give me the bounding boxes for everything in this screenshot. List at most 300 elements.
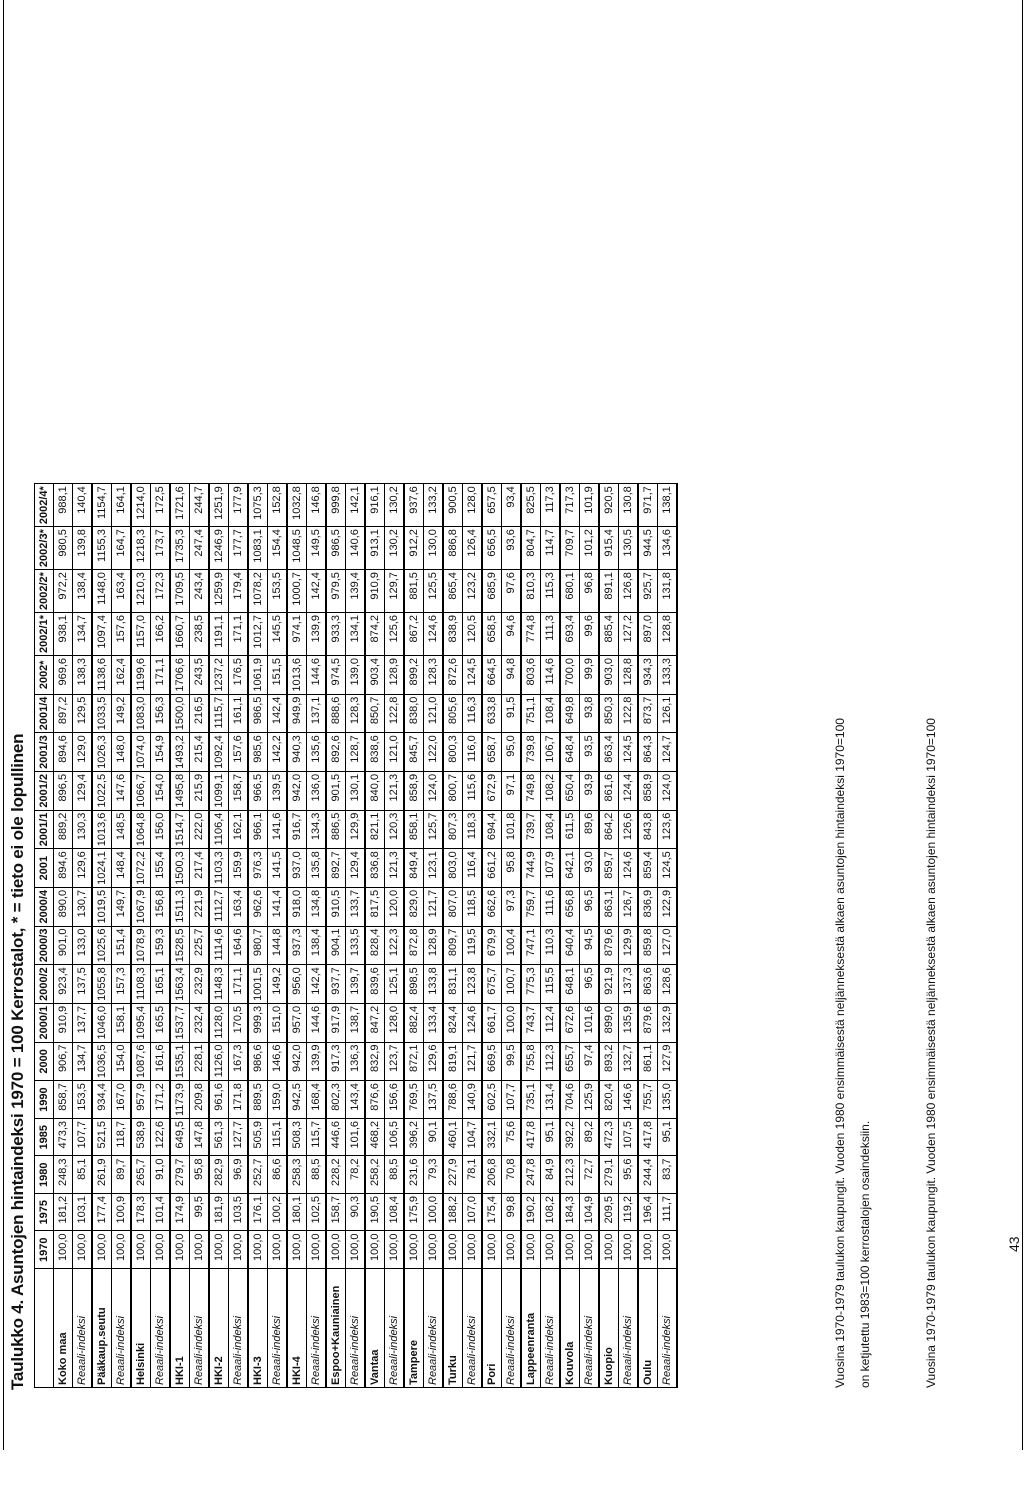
index-value: 1083,0	[131, 694, 151, 733]
index-value: 910,9	[365, 570, 385, 613]
index-value: 803,0	[443, 849, 463, 888]
index-value: 817,5	[365, 887, 385, 926]
index-value: 209,5	[599, 1194, 619, 1232]
index-value: 1106,4	[209, 810, 229, 849]
index-value: 858,7	[54, 1081, 73, 1119]
index-value: 1721,6	[170, 484, 190, 527]
index-value: 106,7	[541, 733, 561, 772]
index-value: 135,0	[658, 1081, 678, 1119]
index-value: 656,8	[560, 887, 580, 926]
table-row	[580, 484, 600, 1388]
index-value: 126,6	[619, 810, 639, 849]
index-value: 124,5	[463, 655, 483, 694]
index-value: 858,9	[638, 771, 658, 810]
index-value: 127,0	[658, 926, 678, 965]
index-value: 104,7	[463, 1119, 483, 1157]
index-value: 1126,0	[209, 1042, 229, 1081]
index-value: 78,2	[346, 1156, 366, 1194]
index-value: 1191,1	[209, 613, 229, 656]
price-index-table	[34, 483, 678, 1388]
index-value: 115,6	[463, 771, 483, 810]
column-header: 2001/1	[35, 810, 54, 849]
index-value: 129,6	[73, 849, 93, 888]
index-value: 99,6	[580, 613, 600, 656]
index-value: 121,7	[463, 1042, 483, 1081]
index-value: 129,0	[73, 733, 93, 772]
index-value: 90,1	[424, 1119, 444, 1157]
index-value: 130,8	[619, 484, 639, 527]
index-value: 100,0	[268, 1231, 288, 1269]
index-value: 177,7	[229, 527, 249, 570]
index-value: 1033,5	[92, 694, 112, 733]
index-value: 181,2	[54, 1194, 73, 1232]
row-label: Reaali-indeksi	[619, 1269, 639, 1388]
index-value: 974,5	[326, 655, 346, 694]
index-value: 107,5	[619, 1119, 639, 1157]
index-value: 153,5	[73, 1081, 93, 1119]
index-value: 769,5	[404, 1081, 424, 1119]
index-value: 1148,0	[92, 570, 112, 613]
index-value: 136,0	[307, 771, 327, 810]
index-value: 93,8	[580, 694, 600, 733]
column-header: 2001	[35, 849, 54, 888]
index-value: 115,1	[268, 1119, 288, 1157]
index-value: 863,4	[599, 733, 619, 772]
index-value: 130,1	[346, 771, 366, 810]
index-value: 521,5	[92, 1119, 112, 1157]
index-value: 916,7	[287, 810, 307, 849]
index-value: 774,8	[521, 613, 541, 656]
row-label: Reaali-indeksi	[151, 1269, 171, 1388]
index-value: 120,3	[385, 810, 405, 849]
index-value: 171,1	[229, 965, 249, 1004]
index-value: 122,6	[151, 1119, 171, 1157]
index-value: 735,1	[521, 1081, 541, 1119]
index-value: 611,5	[560, 810, 580, 849]
index-value: 138,4	[307, 926, 327, 965]
index-value: 100,0	[151, 1231, 171, 1269]
table-row	[560, 484, 580, 1388]
index-value: 99,8	[502, 1194, 522, 1232]
index-value: 138,3	[73, 655, 93, 694]
index-value: 93,5	[580, 733, 600, 772]
index-value: 717,3	[560, 484, 580, 527]
index-value: 976,3	[248, 849, 268, 888]
index-value: 244,7	[190, 484, 210, 527]
row-label: Pori	[482, 1269, 502, 1388]
index-value: 95,8	[190, 1156, 210, 1194]
index-value: 139,7	[346, 965, 366, 1004]
index-value: 95,1	[658, 1119, 678, 1157]
index-value: 134,7	[73, 1042, 93, 1081]
index-value: 1025,6	[92, 926, 112, 965]
index-value: 167,3	[229, 1042, 249, 1081]
index-value: 942,5	[287, 1081, 307, 1119]
index-value: 755,8	[521, 1042, 541, 1081]
column-header: 2000/4	[35, 887, 54, 926]
index-value: 836,8	[365, 849, 385, 888]
index-value: 161,1	[229, 694, 249, 733]
index-value: 130,3	[73, 810, 93, 849]
index-value: 151,4	[112, 926, 132, 965]
row-label: Reaali-indeksi	[268, 1269, 288, 1388]
index-value: 96,5	[580, 887, 600, 926]
row-label: Reaali-indeksi	[541, 1269, 561, 1388]
index-value: 999,3	[248, 1003, 268, 1042]
index-value: 206,8	[482, 1156, 502, 1194]
index-value: 215,9	[190, 771, 210, 810]
index-value: 141,4	[268, 887, 288, 926]
index-value: 100,7	[502, 965, 522, 1004]
index-value: 805,6	[443, 694, 463, 733]
index-value: 145,5	[268, 613, 288, 656]
index-value: 850,3	[599, 694, 619, 733]
index-value: 209,8	[190, 1081, 210, 1119]
index-value: 141,6	[268, 810, 288, 849]
index-value: 190,5	[365, 1194, 385, 1232]
index-value: 937,0	[287, 849, 307, 888]
index-value: 648,1	[560, 965, 580, 1004]
index-value: 829,0	[404, 887, 424, 926]
index-value: 158,7	[326, 1194, 346, 1232]
index-value: 97,4	[580, 1042, 600, 1081]
index-value: 124,7	[658, 733, 678, 772]
index-value: 96,5	[580, 965, 600, 1004]
index-value: 115,7	[307, 1119, 327, 1157]
index-value: 104,9	[580, 1194, 600, 1232]
row-label: Reaali-indeksi	[424, 1269, 444, 1388]
index-value: 156,8	[151, 887, 171, 926]
index-value: 820,4	[599, 1081, 619, 1119]
row-label: HKI-4	[287, 1269, 307, 1388]
index-value: 879,6	[638, 1003, 658, 1042]
index-value: 108,4	[541, 810, 561, 849]
table-row	[424, 484, 444, 1388]
header-row	[35, 484, 54, 1388]
index-value: 906,7	[54, 1042, 73, 1081]
index-value: 120,5	[463, 613, 483, 656]
index-value: 901,0	[54, 926, 73, 965]
column-header: 2002/2*	[35, 570, 54, 613]
index-value: 110,3	[541, 926, 561, 965]
index-value: 893,2	[599, 1042, 619, 1081]
index-value: 889,5	[248, 1081, 268, 1119]
table-row	[190, 484, 210, 1388]
index-value: 148,4	[112, 849, 132, 888]
index-value: 175,4	[482, 1194, 502, 1232]
index-value: 956,0	[287, 965, 307, 1004]
index-value: 898,5	[404, 965, 424, 1004]
table-row	[599, 484, 619, 1388]
index-value: 999,8	[326, 484, 346, 527]
index-value: 93,4	[502, 484, 522, 527]
index-value: 602,5	[482, 1081, 502, 1119]
index-value: 126,4	[463, 527, 483, 570]
index-value: 129,4	[73, 771, 93, 810]
index-value: 1055,8	[92, 965, 112, 1004]
index-value: 1026,3	[92, 733, 112, 772]
index-value: 917,9	[326, 1003, 346, 1042]
index-value: 1218,3	[131, 527, 151, 570]
index-value: 971,7	[638, 484, 658, 527]
index-value: 100,0	[619, 1231, 639, 1269]
index-value: 154,0	[151, 771, 171, 810]
index-value: 94,8	[502, 655, 522, 694]
table-row	[268, 484, 288, 1388]
index-value: 179,4	[229, 570, 249, 613]
table-row	[209, 484, 229, 1388]
index-value: 1019,5	[92, 887, 112, 926]
index-value: 864,3	[638, 733, 658, 772]
index-value: 78,1	[463, 1156, 483, 1194]
header-corner	[35, 1269, 54, 1388]
row-label: Reaali-indeksi	[502, 1269, 522, 1388]
index-value: 85,1	[73, 1156, 93, 1194]
index-value: 957,9	[131, 1081, 151, 1119]
index-value: 154,9	[151, 733, 171, 772]
index-value: 123,6	[658, 810, 678, 849]
index-value: 1237,2	[209, 655, 229, 694]
index-value: 872,6	[443, 655, 463, 694]
index-value: 858,1	[404, 810, 424, 849]
index-value: 108,4	[541, 694, 561, 733]
row-label: Vantaa	[365, 1269, 385, 1388]
index-value: 896,5	[54, 771, 73, 810]
index-value: 1099,1	[209, 771, 229, 810]
index-value: 100,0	[463, 1231, 483, 1269]
index-value: 100,0	[170, 1231, 190, 1269]
index-value: 137,5	[424, 1081, 444, 1119]
row-label: Reaali-indeksi	[658, 1269, 678, 1388]
index-value: 838,6	[365, 733, 385, 772]
index-value: 1112,7	[209, 887, 229, 926]
index-value: 216,5	[190, 694, 210, 733]
index-value: 872,8	[404, 926, 424, 965]
index-value: 119,2	[619, 1194, 639, 1232]
index-value: 122,3	[385, 926, 405, 965]
index-value: 974,1	[287, 613, 307, 656]
index-value: 95,8	[502, 849, 522, 888]
index-value: 165,5	[151, 1003, 171, 1042]
index-value: 685,9	[482, 570, 502, 613]
index-value: 128,6	[658, 965, 678, 1004]
index-value: 897,2	[54, 694, 73, 733]
index-value: 910,9	[54, 1003, 73, 1042]
table-row	[112, 484, 132, 1388]
index-value: 867,2	[404, 613, 424, 656]
index-value: 901,5	[326, 771, 346, 810]
index-value: 172,3	[151, 570, 171, 613]
index-value: 137,1	[307, 694, 327, 733]
index-value: 111,7	[658, 1194, 678, 1232]
index-value: 744,9	[521, 849, 541, 888]
index-value: 162,1	[229, 810, 249, 849]
index-value: 1214,0	[131, 484, 151, 527]
index-value: 417,8	[638, 1119, 658, 1157]
index-value: 212,3	[560, 1156, 580, 1194]
index-value: 93,0	[580, 849, 600, 888]
index-value: 158,7	[229, 771, 249, 810]
index-value: 125,1	[385, 965, 405, 1004]
index-value: 96,8	[580, 570, 600, 613]
row-label: HKI-1	[170, 1269, 190, 1388]
index-value: 140,9	[463, 1081, 483, 1119]
index-value: 508,3	[287, 1119, 307, 1157]
index-value: 128,3	[346, 694, 366, 733]
index-value: 247,8	[521, 1156, 541, 1194]
row-label: Reaali-indeksi	[190, 1269, 210, 1388]
index-value: 747,1	[521, 926, 541, 965]
index-value: 177,4	[92, 1194, 112, 1232]
row-label: Reaali-indeksi	[385, 1269, 405, 1388]
index-value: 819,1	[443, 1042, 463, 1081]
index-value: 1046,0	[92, 1003, 112, 1042]
index-value: 886,8	[443, 527, 463, 570]
index-value: 704,6	[560, 1081, 580, 1119]
table-row	[619, 484, 639, 1388]
index-value: 1036,5	[92, 1042, 112, 1081]
index-value: 171,1	[151, 655, 171, 694]
index-value: 1210,3	[131, 570, 151, 613]
index-value: 843,8	[638, 810, 658, 849]
index-value: 128,8	[658, 613, 678, 656]
index-value: 472,3	[599, 1119, 619, 1157]
index-value: 1013,6	[92, 810, 112, 849]
index-value: 966,5	[248, 771, 268, 810]
index-value: 903,0	[599, 655, 619, 694]
index-value: 694,4	[482, 810, 502, 849]
index-value: 101,4	[151, 1194, 171, 1232]
index-value: 228,2	[326, 1156, 346, 1194]
index-value: 89,6	[580, 810, 600, 849]
index-value: 130,5	[619, 527, 639, 570]
index-value: 129,4	[346, 849, 366, 888]
index-value: 836,9	[638, 887, 658, 926]
index-value: 118,3	[463, 810, 483, 849]
index-value: 1138,6	[92, 655, 112, 694]
index-value: 709,7	[560, 527, 580, 570]
index-value: 897,0	[638, 613, 658, 656]
index-value: 944,5	[638, 527, 658, 570]
index-value: 159,0	[268, 1081, 288, 1119]
index-value: 888,6	[326, 694, 346, 733]
index-value: 247,4	[190, 527, 210, 570]
index-value: 838,0	[404, 694, 424, 733]
index-value: 910,5	[326, 887, 346, 926]
index-value: 164,7	[112, 527, 132, 570]
index-value: 1022,5	[92, 771, 112, 810]
index-value: 1706,6	[170, 655, 190, 694]
index-value: 128,7	[346, 733, 366, 772]
index-value: 1495,8	[170, 771, 190, 810]
index-value: 979,5	[326, 570, 346, 613]
index-value: 225,7	[190, 926, 210, 965]
column-header: 2001/4	[35, 694, 54, 733]
index-value: 1108,3	[131, 965, 151, 1004]
index-value: 865,4	[443, 570, 463, 613]
index-value: 845,7	[404, 733, 424, 772]
page-number: 43	[1006, 1236, 1022, 1252]
index-value: 903,4	[365, 655, 385, 694]
index-value: 148,5	[112, 810, 132, 849]
index-value: 332,1	[482, 1119, 502, 1157]
index-value: 171,8	[229, 1081, 249, 1119]
index-value: 107,7	[73, 1119, 93, 1157]
index-value: 171,1	[229, 613, 249, 656]
index-value: 934,4	[92, 1081, 112, 1119]
index-value: 788,6	[443, 1081, 463, 1119]
index-value: 130,0	[424, 527, 444, 570]
index-value: 1032,8	[287, 484, 307, 527]
index-value: 128,0	[463, 484, 483, 527]
index-value: 861,6	[599, 771, 619, 810]
index-value: 112,4	[541, 1003, 561, 1042]
row-label: Kuopio	[599, 1269, 619, 1388]
table-row	[307, 484, 327, 1388]
footnote-line-3: Vuosina 1970-1979 taulukon kaupungit. Vuoden 1980 ensimmäisestä neljänneksestä alkaen asuntojen hintaindeksi 1970=100	[924, 718, 938, 1388]
index-value: 172,5	[151, 484, 171, 527]
index-value: 123,2	[463, 570, 483, 613]
index-value: 100,0	[424, 1231, 444, 1269]
index-value: 664,5	[482, 655, 502, 694]
index-value: 1078,9	[131, 926, 151, 965]
index-value: 1246,9	[209, 527, 229, 570]
index-value: 139,5	[268, 771, 288, 810]
index-value: 133,3	[658, 655, 678, 694]
index-value: 100,0	[502, 1231, 522, 1269]
index-value: 100,0	[541, 1231, 561, 1269]
index-value: 107,9	[541, 849, 561, 888]
index-value: 135,8	[307, 849, 327, 888]
index-value: 925,7	[638, 570, 658, 613]
index-value: 75,6	[502, 1119, 522, 1157]
index-value: 1154,7	[92, 484, 112, 527]
index-value: 135,6	[307, 733, 327, 772]
index-value: 151,5	[268, 655, 288, 694]
index-value: 680,1	[560, 570, 580, 613]
index-value: 1514,7	[170, 810, 190, 849]
index-value: 99,9	[580, 655, 600, 694]
index-value: 129,9	[619, 926, 639, 965]
index-value: 640,4	[560, 926, 580, 965]
index-value: 899,0	[599, 1003, 619, 1042]
column-header: 1970	[35, 1231, 54, 1269]
index-value: 116,3	[463, 694, 483, 733]
index-value: 832,9	[365, 1042, 385, 1081]
index-value: 1148,3	[209, 965, 229, 1004]
index-value: 124,0	[424, 771, 444, 810]
index-value: 116,0	[463, 733, 483, 772]
index-value: 146,8	[307, 484, 327, 527]
index-value: 96,9	[229, 1156, 249, 1194]
index-value: 850,7	[365, 694, 385, 733]
index-value: 100,0	[365, 1231, 385, 1269]
index-value: 97,6	[502, 570, 522, 613]
index-value: 649,8	[560, 694, 580, 733]
index-value: 86,6	[268, 1156, 288, 1194]
index-value: 417,8	[521, 1119, 541, 1157]
table-row	[443, 484, 463, 1388]
index-value: 142,4	[307, 570, 327, 613]
index-value: 121,3	[385, 771, 405, 810]
table-row	[248, 484, 268, 1388]
index-value: 177,9	[229, 484, 249, 527]
index-value: 133,0	[73, 926, 93, 965]
index-value: 125,7	[424, 810, 444, 849]
table-row	[502, 484, 522, 1388]
index-value: 1074,0	[131, 733, 151, 772]
index-value: 986,5	[248, 694, 268, 733]
